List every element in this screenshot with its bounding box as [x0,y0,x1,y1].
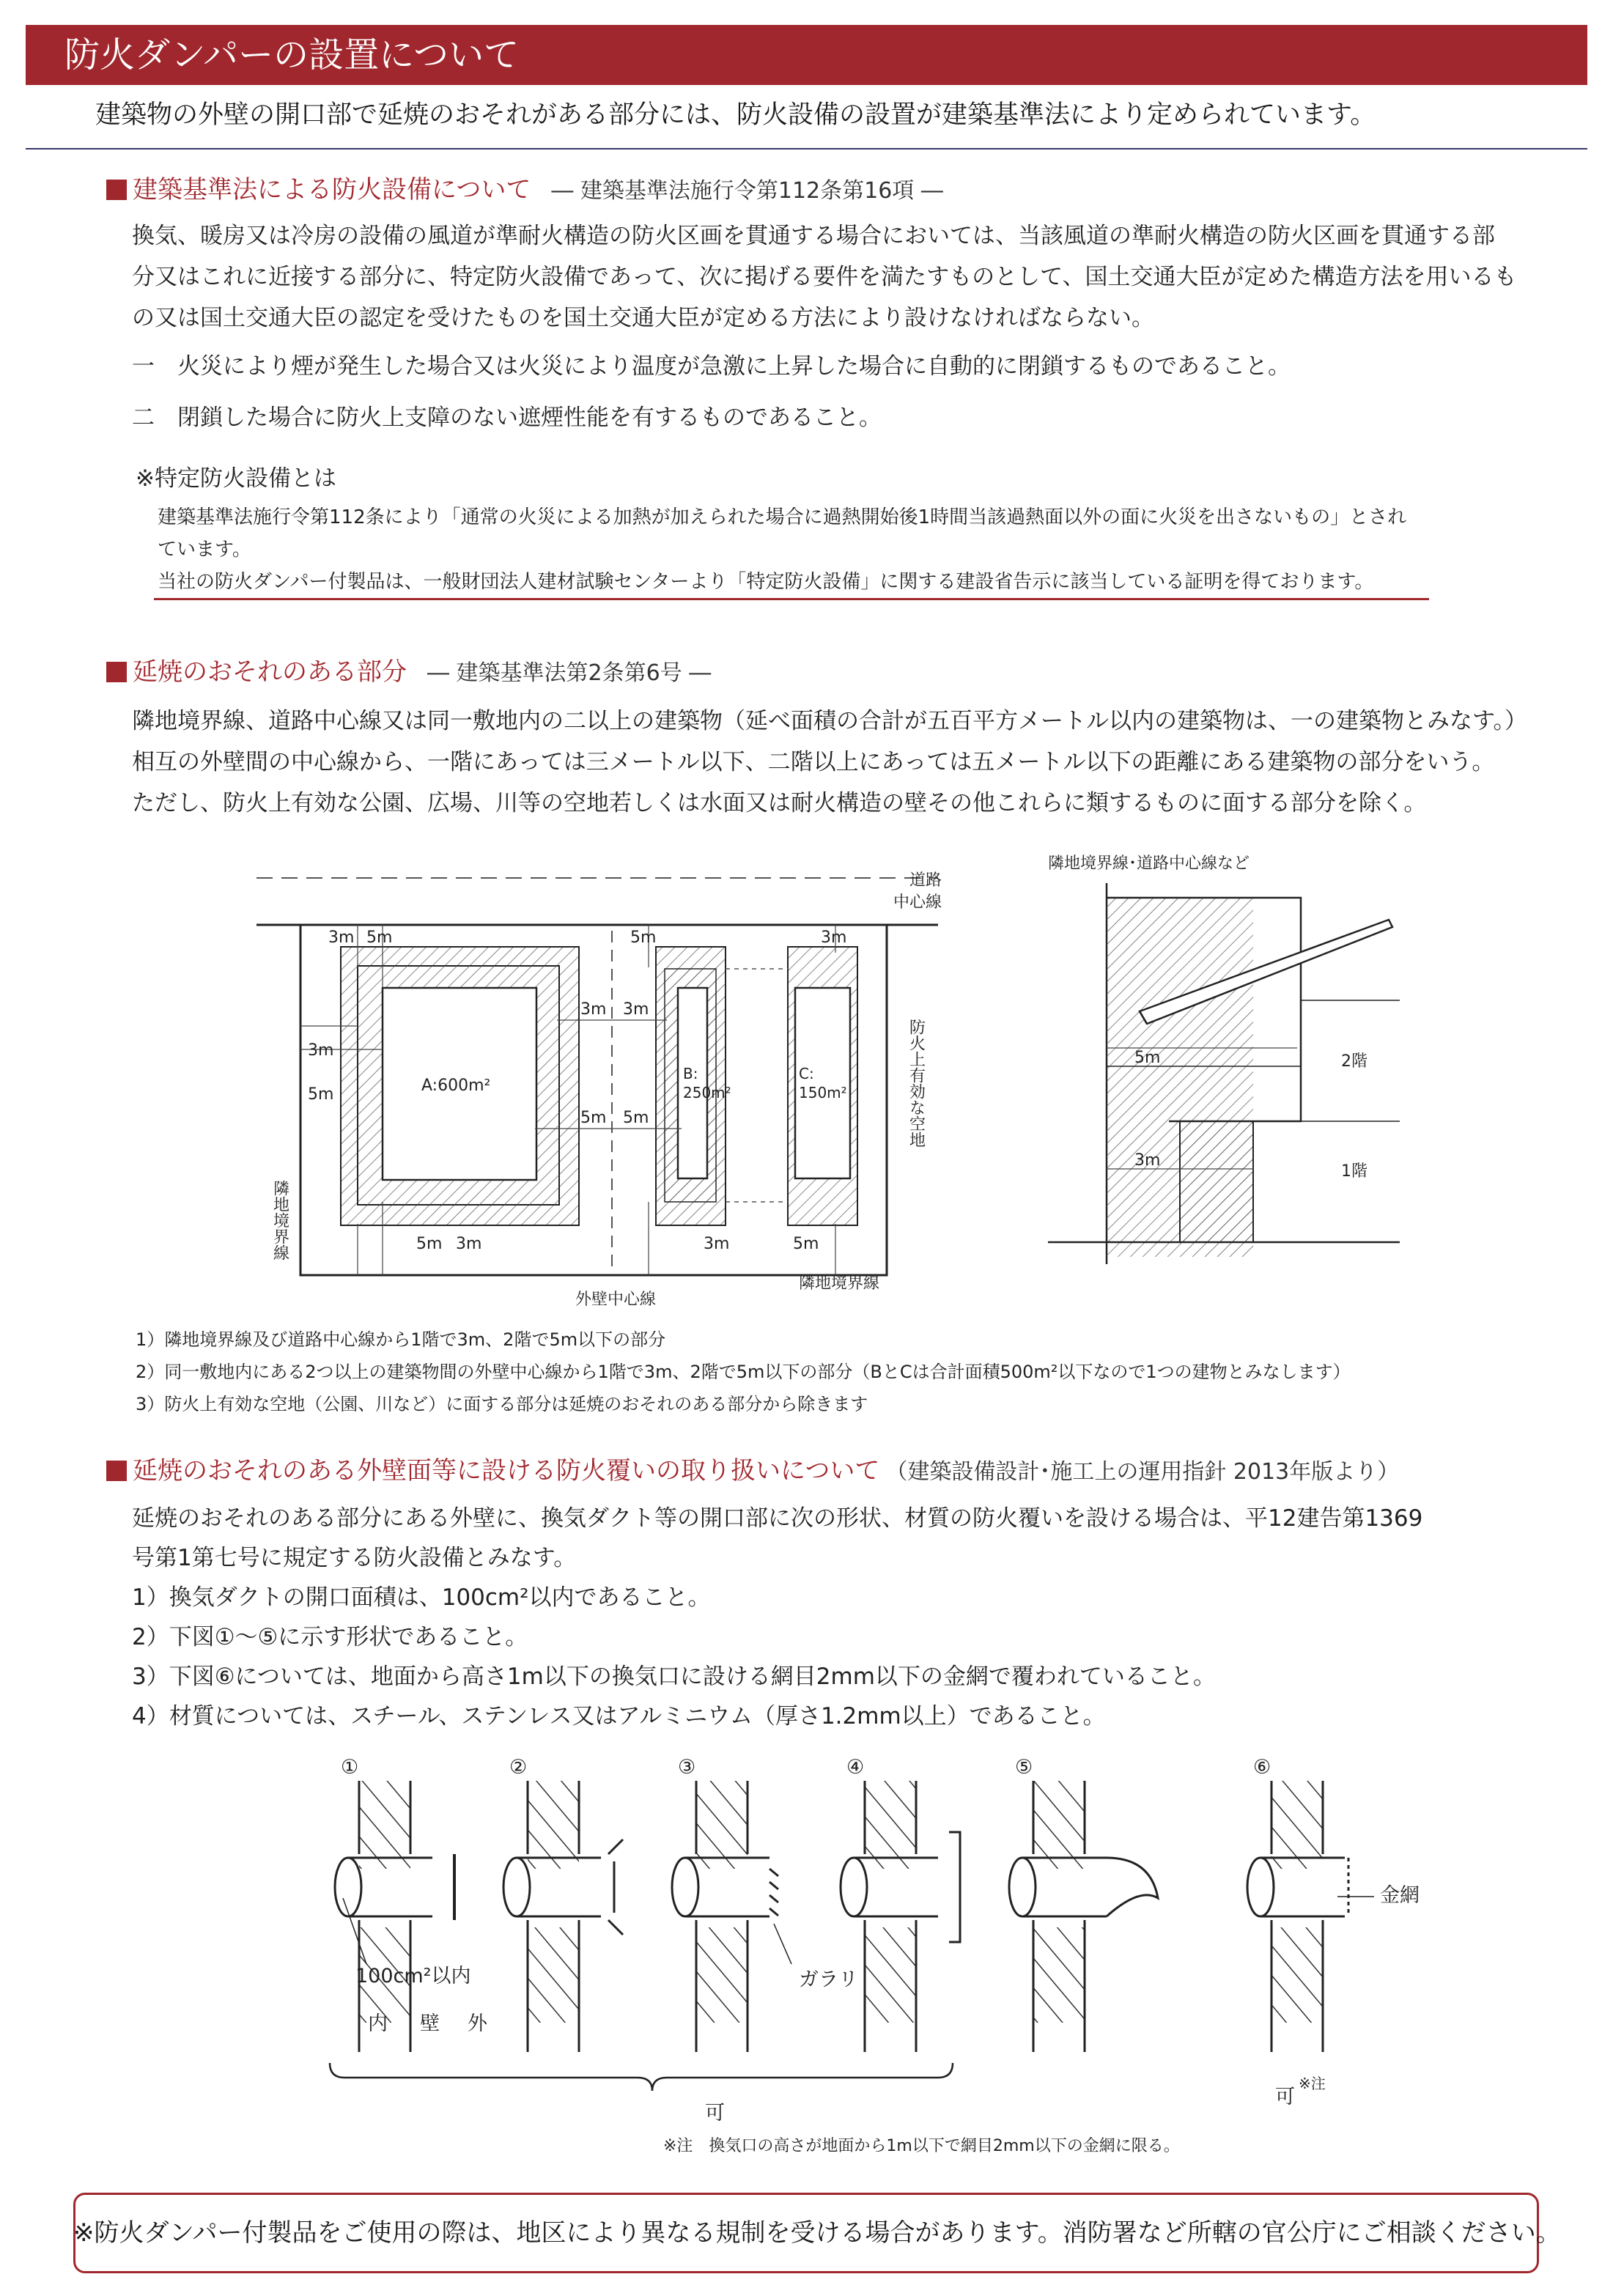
floor-2-label: 2階 [1341,1052,1367,1071]
wall-hatch [865,1927,916,2023]
page-title: 防火ダンパーの設置について [64,34,520,75]
section2-title: 延焼のおそれのある部分 [133,657,407,687]
figure-number: ① [341,1756,359,1779]
duct-end [1247,1858,1274,1916]
ok-label: 可 [705,2102,725,2125]
dim-5m: 5m [623,1109,649,1127]
dim-5m: 5m [366,929,393,947]
building-a-label: A:600m² [421,1077,491,1095]
section2-heading [106,655,711,690]
note-title: ※特定防火設備とは [136,465,336,492]
cover-hood [949,1832,960,1942]
building-c-label: C: [799,1065,814,1082]
boundary-bottom-label: 隣地境界線 [799,1274,880,1293]
lead-divider [26,148,1587,150]
note-line-3: 当社の防火ダンパー付製品は、一般財団法人建材試験センターより「特定防火設備」に関する建設省告示に該当している証明を得ております。 [158,571,1374,593]
section1-item-1: 一 火災により煙が発生した場合又は火災により温度が急激に上昇した場合に自動的に閉鎖するものであること。 [132,353,1291,380]
section1-subtitle: ― 建築基準法施行令第112条第16項 ― [551,178,943,204]
louver-slat [769,1882,778,1889]
louver-leader [774,1924,791,1964]
wall-center-label: 外壁中心線 [575,1291,657,1309]
louver-slat [769,1895,778,1902]
wall-hatch [696,1781,748,1869]
figure-number: ⑥ [1253,1756,1271,1779]
dim-3m: 3m [456,1235,482,1253]
building-b [678,988,707,1178]
note-line-2: ています。 [158,539,251,561]
section3-subtitle: （建築設備設計･施工上の運用指針 2013年版より） [885,1459,1400,1485]
section3-item-2: 2）下図①～⑤に示す形状であること。 [132,1624,528,1650]
building-b-label: B: [683,1065,698,1082]
section1-item-2: 二 閉鎖した場合に防火上支障のない遮煙性能を有するものであること。 [132,405,882,431]
ok-note-mark: ※注 [1299,2075,1326,2092]
building-b-area: 250m² [683,1084,731,1101]
section3-body-1: 延焼のおそれのある部分にある外壁に、換気ダクト等の開口部に次の形状、材質の防火覆いを設ける場合は、平12建告第1369 [132,1505,1423,1532]
figure-footnote: ※注 換気口の高さが地面から1m以下で網目2mm以下の金網に限る。 [663,2137,1180,2155]
dim-3m: 3m [328,929,355,947]
dim-5m: 5m [580,1109,607,1127]
cover-flare [608,1839,623,1935]
wall-hatch [359,1781,410,1869]
dim-3m: 3m [580,1000,607,1019]
section2-subtitle: ― 建築基準法第2条第6号 ― [427,660,712,686]
section3-item-3: 3）下図⑥については、地面から高さ1m以下の換気口に設ける網目2mm以下の金網で覆われていること。 [132,1664,1216,1690]
plan-note-1: 1）隣地境界線及び道路中心線から1階で3m、2階で5m以下の部分 [136,1329,666,1350]
building-c-area: 150m² [799,1084,847,1101]
section3-item-1: 1）換気ダクトの開口面積は、100cm²以内であること。 [132,1584,711,1611]
duct-end [672,1858,698,1916]
wall-hatch [528,1927,579,2023]
wall-hatch [528,1781,579,1869]
dim-5m: 5m [416,1235,443,1253]
plan-note-3: 3）防火上有効な空地（公園、川など）に面する部分は延焼のおそれのある部分から除きます [136,1394,868,1414]
figure-number: ⑤ [1015,1756,1033,1779]
floor-1-label: 1階 [1341,1162,1367,1181]
section2-body: 隣地境界線、道路中心線又は同一敷地内の二以上の建築物（延べ面積の合計が五百平方メートル以内の建築物は、一の建築物とみなす。）相互の外壁間の中心線から、一階にあっては三メートル以下、二階以上にあっては五メートル以下の距離にある建築物の部分をいう。ただし、防火上有効な公園、広場、川等の空地若しくは水面又は耐火構造の壁その他これらに類するものに面する部分を除く。 [132,708,1516,816]
wall-hatch [1271,1927,1323,2023]
louver-label: ガラリ [799,1968,858,1991]
duct-end [841,1858,867,1916]
ok-note-label: 可 [1275,2086,1295,2108]
duct-figures [213,1751,1458,2162]
dim-3m: 3m [623,1000,649,1019]
heading-square-icon [106,1461,127,1481]
brace [330,2063,953,2091]
cover-cowl [1107,1858,1158,1916]
louver-slat [769,1869,778,1876]
figure-number: ③ [678,1756,696,1779]
wall-hatch [1033,1927,1085,2023]
dim-5m: 5m [793,1235,819,1253]
dim-5m: 5m [308,1085,334,1104]
note-underline [154,598,1429,600]
section1-body: 換気、暖房又は冷房の設備の風道が準耐火構造の防火区画を貫通する場合においては、当該風道の準耐火構造の防火区画を貫通する部分又はこれに近接する部分に、特定防火設備であって、次に掲げる要件を満たすものとして、国土交通大臣が定めた構造方法を用いるもの又は国土交通大臣の認定を受けたものを国土交通大臣が定める方法により設けなければならない。 [132,223,1517,331]
figure-number: ④ [846,1756,865,1779]
section-dim-3m: 3m [1134,1151,1161,1170]
section3-body-2: 号第1第七号に規定する防火設備とみなす。 [132,1545,577,1571]
outside-label: 外 [468,2012,487,2035]
louver-slat [769,1908,778,1916]
boundary-left-label: 隣地境界線 [270,1180,289,1260]
section-diagram [1048,854,1414,1271]
footer-notice: ※防火ダンパー付製品をご使用の際は、地区により異なる規制を受ける場合があります。消防署など所轄の官公庁にご相談ください。 [73,2218,1561,2248]
section3-title: 延焼のおそれのある外壁面等に設ける防火覆いの取り扱いについて [133,1456,880,1485]
dim-3m: 3m [308,1041,334,1060]
duct-end [1009,1858,1036,1916]
mesh-label: 金網 [1380,1884,1420,1907]
road-label-2: 中心線 [893,893,942,912]
figure-number: ② [509,1756,528,1779]
section1-title: 建築基準法による防火設備について [133,175,531,204]
wall-label: 壁 [420,2012,440,2035]
plan-diagram [242,857,942,1312]
duct-end [503,1858,530,1916]
plan-note-2: 2）同一敷地内にある2つ以上の建築物間の外壁中心線から1階で3m、2階で5m以下の部分（BとCは合計面積500m²以下なので1つの建物とみなします） [136,1362,1351,1382]
section3-heading [106,1454,1399,1489]
section-view-title: 隣地境界線･道路中心線など [1048,854,1250,873]
building-c [795,988,850,1178]
inside-label: 内 [368,2012,388,2035]
section1-heading [106,173,943,208]
area-label: 100cm²以内 [355,1965,471,1987]
section-dim-5m: 5m [1134,1049,1161,1067]
wall-hatch [865,1781,916,1869]
dim-5m: 5m [630,929,657,947]
heading-square-icon [106,662,127,682]
section3-item-4: 4）材質については、スチール、ステンレス又はアルミニウム（厚さ1.2mm以上）であること。 [132,1703,1106,1730]
road-label: 道路 [909,871,942,890]
dim-3m: 3m [821,929,847,947]
dim-3m: 3m [704,1235,730,1253]
lead-text: 建築物の外壁の開口部で延焼のおそれがある部分には、防火設備の設置が建築基準法により定められています。 [95,100,1376,130]
wall-hatch [1033,1781,1085,1869]
open-space-label: 防火上有効な空地 [907,1019,926,1148]
wall-hatch [1271,1781,1323,1869]
duct-end [335,1858,361,1916]
note-line-1: 建築基準法施行令第112条により「通常の火災による加熱が加えられた場合に過熱開始後1時間当該過熱面以外の面に火災を出さないもの」とされ [158,506,1407,528]
wall-hatch [696,1927,748,2023]
heading-square-icon [106,180,127,200]
